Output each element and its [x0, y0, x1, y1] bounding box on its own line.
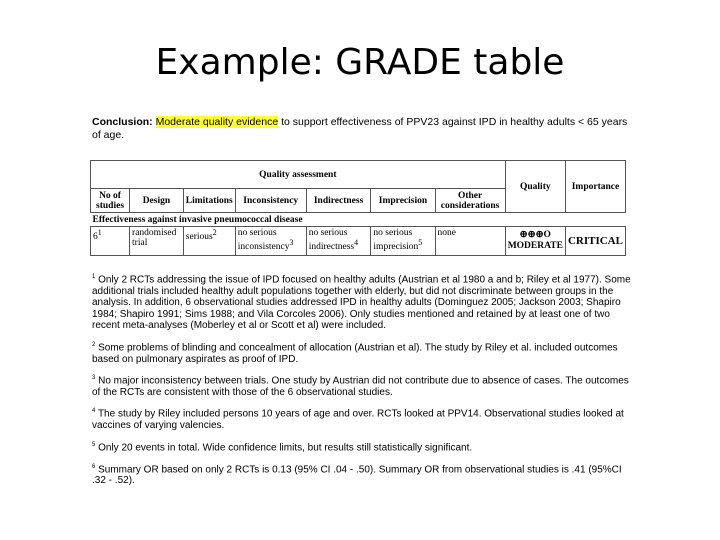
footnote [92, 406, 632, 431]
col-limitations: Limitations [183, 189, 235, 213]
cell-indirectness-sup: 4 [354, 238, 359, 247]
slide-title: Example: GRADE table [155, 42, 565, 83]
cell-limitations-sup: 2 [212, 228, 217, 237]
quality-label: MODERATE [507, 241, 563, 251]
cell-imprecision: no serious imprecision [373, 228, 419, 253]
footnote-number: 2 [92, 341, 96, 348]
footnote-text: Some problems of blinding and concealment of allocation (Austrian et al). The study by Riley et al. included outcomes based on pulmonary aspirates as proof of IPD. [92, 342, 618, 365]
col-imprecision: Imprecision [371, 189, 435, 213]
conclusion-statement [92, 116, 632, 142]
cell-design: randomised trial [130, 227, 184, 256]
footnotes [92, 272, 632, 495]
footnote [92, 462, 632, 487]
cell-studies-sup: 1 [97, 228, 102, 237]
footnote [92, 340, 632, 365]
footnote-number: 6 [92, 463, 96, 470]
cell-imprecision-sup: 5 [418, 238, 423, 247]
col-importance: Importance [565, 161, 625, 213]
footnote-number: 1 [92, 274, 96, 280]
footnote-text: Only 20 events in total. Wide confidence limits, but results still statistically significant. [98, 442, 473, 454]
footnote-text: Only 2 RCTs addressing the issue of IPD focused on healthy adults (Austrian et al 1980 a and b; Riley et al 1977). Some additional trials included healthy adult populations together with elderly, but did not discriminate between groups in the analysis. In addition, 6 observational studies addressed IPD in healthy adults (Dominguez 2005; Jackson 2003; Shapiro 1984; Shapiro 1991; Sims 1988; and Vila Corcoles 2006). Only studies mentioned and retained by at least one of two recent meta-analyses (Moberley et al or Scott et al) were included. [92, 274, 631, 332]
quality-assessment-header: Quality assessment [91, 161, 506, 189]
col-inconsistency: Inconsistency [235, 189, 306, 213]
quality-symbols: ⊕⊕⊕O [519, 230, 551, 240]
col-design: Design [130, 189, 184, 213]
footnote-text: Summary OR based on only 2 RCTs is 0.13 (95% CI .04 - .50). Summary OR from observational studies is .41 (95%CI .32 - .52). [92, 463, 622, 487]
footnote-text: No major inconsistency between trials. One study by Austrian did not contribute due to absence of cases. The outcomes of the RCTs are consistent with those of the 6 observational studies. [92, 375, 629, 398]
cell-inconsistency: no serious inconsistency [237, 228, 290, 253]
cell-studies: 6 [93, 232, 98, 243]
grade-table [90, 160, 626, 260]
cell-inconsistency-sup: 3 [289, 238, 294, 247]
col-quality: Quality [505, 161, 565, 213]
col-no-of-studies: No of studies [91, 189, 130, 213]
footnote [92, 373, 632, 398]
cell-indirectness: no serious indirectness [308, 228, 355, 253]
col-indirectness: Indirectness [306, 189, 371, 213]
footnote-number: 3 [92, 375, 96, 382]
cell-limitations: serious [185, 232, 213, 243]
cell-other: none [435, 227, 505, 256]
footnote-number: 5 [92, 441, 96, 448]
conclusion-text: to support effectiveness of PPV23 against IPD in healthy adults < 65 years of age. [92, 116, 628, 141]
conclusion-highlight: Moderate quality evidence [155, 116, 279, 128]
footnote-number: 4 [92, 408, 96, 415]
table-row [91, 227, 626, 256]
footnote [92, 272, 632, 332]
cell-importance: CRITICAL [565, 227, 625, 256]
conclusion-label: Conclusion: [92, 116, 153, 128]
col-other-considerations: Other considerations [435, 189, 505, 213]
section-label: Effectiveness against invasive pneumococcal disease [91, 213, 626, 227]
footnote-text: The study by Riley included persons 10 years of age and over. RCTs looked at PPV14. Observational studies looked at vaccines of varying valencies. [92, 408, 624, 432]
footnote [92, 440, 632, 454]
